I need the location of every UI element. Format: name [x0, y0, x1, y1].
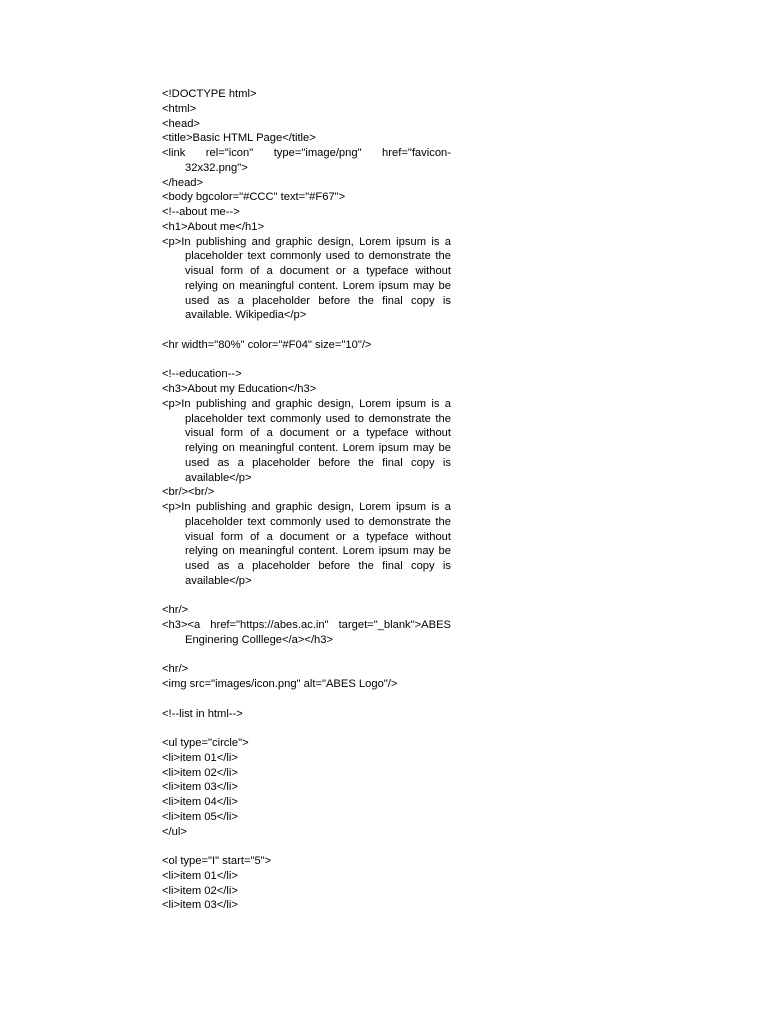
code-line: <html>: [162, 102, 197, 115]
code-line: <ul type="circle">: [162, 737, 249, 749]
code-line: <li>item 02</li>: [162, 884, 238, 897]
blank-line: [162, 589, 451, 604]
code-line: <br/><br/>: [162, 486, 215, 499]
code-line: <hr/>: [162, 604, 189, 617]
code-line: <head>: [162, 117, 200, 130]
code-line: <link rel="icon" type="image/png" href="favicon-32x32.png">: [162, 147, 451, 174]
blank-line: [162, 721, 451, 736]
code-line: <li>item 01</li>: [162, 869, 238, 882]
code-line: <li>item 05</li>: [162, 810, 238, 823]
blank-line: [162, 323, 451, 338]
code-line: </ul>: [162, 825, 187, 838]
code-line: <hr/>: [162, 663, 189, 676]
blank-line: [162, 692, 451, 707]
code-line: <p>In publishing and graphic design, Lorem ipsum is a placeholder text commonly used to demonstrate the visual form of a document or a typeface without relying on meaningful content. Lorem ipsum may be used as a placeholder before the final copy is available</p>: [162, 501, 451, 587]
code-line: <!DOCTYPE html>: [162, 88, 257, 100]
code-line: <h3><a href="https://abes.ac.in" target="_blank">ABES Enginering Colllege</a></h3>: [162, 619, 451, 646]
code-line: <title>Basic HTML Page</title>: [162, 132, 316, 145]
code-line: <li>item 03</li>: [162, 899, 238, 912]
code-line: <hr width="80%" color="#F04" size="10"/>: [162, 338, 372, 351]
code-line: <li>item 04</li>: [162, 796, 238, 808]
code-line: <ol type="I" start="5">: [162, 855, 272, 867]
code-line: <p>In publishing and graphic design, Lorem ipsum is a placeholder text commonly used to demonstrate the visual form of a document or a typeface without relying on meaningful content. Lorem ipsum may be used as a placeholder before the final copy is available. Wikipedia</p>: [162, 235, 451, 322]
code-line: <h1>About me</h1>: [162, 220, 265, 233]
code-line: <p>In publishing and graphic design, Lorem ipsum is a placeholder text commonly used to demonstrate the visual form of a document or a typeface without relying on meaningful content. Lorem ipsum may be used as a placeholder before the final copy is available</p>: [162, 397, 451, 484]
blank-line: [162, 648, 451, 663]
code-line: <!--list in html-->: [162, 707, 243, 720]
code-line: <h3>About my Education</h3>: [162, 383, 317, 395]
code-line: <img src="images/icon.png" alt="ABES Logo"/>: [162, 678, 398, 690]
code-line: <li>item 02</li>: [162, 766, 238, 779]
code-line: <body bgcolor="#CCC" text="#F67">: [162, 191, 346, 204]
blank-line: [162, 839, 451, 854]
blank-line: [162, 353, 451, 368]
code-line: <!--about me-->: [162, 206, 240, 218]
document-body: [162, 87, 451, 913]
code-line: <!--education-->: [162, 368, 242, 381]
code-line: <li>item 03</li>: [162, 781, 238, 794]
code-line: <li>item 01</li>: [162, 751, 238, 764]
code-line: </head>: [162, 176, 204, 189]
